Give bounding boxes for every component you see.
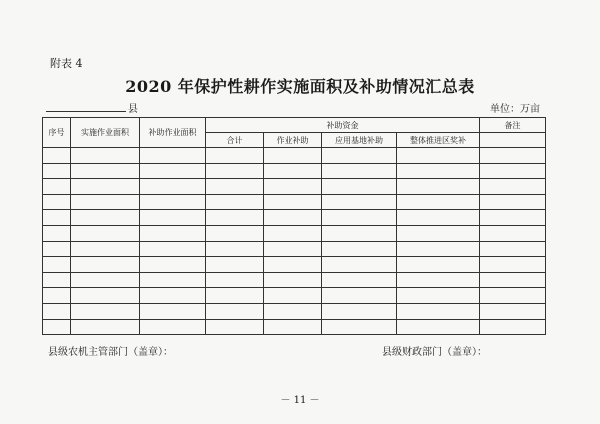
table-cell — [264, 194, 322, 210]
table-cell — [206, 319, 264, 335]
header-impl-area: 实施作业面积 — [71, 118, 140, 148]
table-cell — [480, 210, 546, 226]
table-cell — [397, 272, 480, 288]
table-row — [43, 210, 546, 226]
finance-dept-signature: 县级财政部门（盖章）： — [382, 347, 487, 358]
table-cell — [322, 319, 397, 335]
table-cell — [397, 163, 480, 179]
table-cell — [43, 288, 71, 304]
table-cell — [480, 225, 546, 241]
table-cell — [397, 179, 480, 195]
header-remarks-sub — [480, 133, 546, 148]
table-cell — [71, 241, 140, 257]
table-cell — [480, 257, 546, 273]
table-cell — [71, 272, 140, 288]
table-cell — [71, 179, 140, 195]
table-cell — [43, 163, 71, 179]
table-cell — [322, 148, 397, 164]
header-base-subsidy: 应用基地补助 — [322, 133, 397, 148]
header-total: 合计 — [206, 133, 264, 148]
table-cell — [397, 319, 480, 335]
table-cell — [206, 179, 264, 195]
table-cell — [264, 288, 322, 304]
document-title: 2020 年保护性耕作实施面积及补助情况汇总表 — [125, 77, 475, 96]
table-cell — [43, 257, 71, 273]
table-cell — [206, 288, 264, 304]
table-cell — [264, 303, 322, 319]
table-row — [43, 303, 546, 319]
header-seq: 序号 — [43, 118, 71, 148]
table-cell — [322, 303, 397, 319]
table-cell — [397, 288, 480, 304]
table-cell — [71, 210, 140, 226]
table-cell — [322, 179, 397, 195]
table-cell — [206, 163, 264, 179]
table-cell — [264, 257, 322, 273]
table-cell — [43, 179, 71, 195]
table-cell — [264, 241, 322, 257]
table-row — [43, 319, 546, 335]
table-cell — [43, 272, 71, 288]
table-cell — [322, 210, 397, 226]
table-cell — [71, 257, 140, 273]
county-suffix: 县 — [128, 104, 138, 115]
table-cell — [264, 163, 322, 179]
table-cell — [43, 148, 71, 164]
table-cell — [397, 225, 480, 241]
table-row — [43, 288, 546, 304]
county-row — [46, 100, 550, 114]
table-cell — [322, 288, 397, 304]
table-cell — [71, 148, 140, 164]
table-cell — [264, 225, 322, 241]
table-cell — [322, 225, 397, 241]
table-cell — [264, 272, 322, 288]
table-cell — [140, 194, 206, 210]
table-body — [43, 148, 546, 335]
table-cell — [206, 257, 264, 273]
table-cell — [480, 148, 546, 164]
table-row — [43, 179, 546, 195]
header-subsidy-area: 补助作业面积 — [140, 118, 206, 148]
table-row — [43, 225, 546, 241]
table-cell — [264, 148, 322, 164]
table-cell — [264, 210, 322, 226]
table-cell — [322, 194, 397, 210]
table-cell — [397, 210, 480, 226]
table-cell — [43, 319, 71, 335]
page-number: － 11 － — [280, 395, 320, 406]
table-cell — [322, 241, 397, 257]
table-cell — [43, 303, 71, 319]
summary-table — [42, 117, 546, 335]
table-cell — [264, 179, 322, 195]
table-cell — [480, 319, 546, 335]
table-row — [43, 257, 546, 273]
table-row — [43, 194, 546, 210]
table-row — [43, 148, 546, 164]
table-cell — [140, 210, 206, 226]
table-cell — [206, 272, 264, 288]
table-cell — [322, 163, 397, 179]
table-cell — [480, 241, 546, 257]
header-remarks: 备注 — [480, 118, 546, 133]
table-cell — [140, 272, 206, 288]
table-cell — [140, 257, 206, 273]
table-cell — [397, 257, 480, 273]
table-row — [43, 272, 546, 288]
table-cell — [206, 241, 264, 257]
table-cell — [264, 319, 322, 335]
table-cell — [71, 194, 140, 210]
table-cell — [140, 179, 206, 195]
table-cell — [71, 303, 140, 319]
table-cell — [206, 303, 264, 319]
table-cell — [71, 225, 140, 241]
table-cell — [71, 163, 140, 179]
table-row — [43, 241, 546, 257]
unit-label: 单位：万亩 — [490, 104, 540, 115]
attachment-label: 附表 4 — [50, 57, 83, 70]
table-cell — [140, 241, 206, 257]
table-cell — [480, 179, 546, 195]
table-cell — [140, 148, 206, 164]
agri-dept-signature: 县级农机主管部门（盖章）： — [48, 347, 173, 358]
table-cell — [480, 272, 546, 288]
table-cell — [71, 319, 140, 335]
table-cell — [206, 148, 264, 164]
header-operation-subsidy: 作业补助 — [264, 133, 322, 148]
table-cell — [480, 303, 546, 319]
table-cell — [480, 163, 546, 179]
county-name-blank — [46, 100, 126, 112]
table-cell — [480, 288, 546, 304]
table-cell — [140, 288, 206, 304]
table-cell — [397, 241, 480, 257]
table-row — [43, 163, 546, 179]
table-cell — [43, 210, 71, 226]
table-cell — [140, 303, 206, 319]
table-cell — [206, 225, 264, 241]
table-cell — [480, 194, 546, 210]
header-county-award: 整体推进区奖补 — [397, 133, 480, 148]
table-cell — [397, 148, 480, 164]
header-funds-group: 补助资金 — [206, 118, 480, 133]
table-cell — [71, 288, 140, 304]
table-cell — [43, 194, 71, 210]
table-cell — [140, 163, 206, 179]
table-cell — [397, 194, 480, 210]
table-cell — [140, 319, 206, 335]
table-cell — [322, 272, 397, 288]
table-cell — [206, 194, 264, 210]
table-cell — [322, 257, 397, 273]
table-cell — [140, 225, 206, 241]
table-cell — [43, 225, 71, 241]
table-cell — [43, 241, 71, 257]
table-cell — [397, 303, 480, 319]
table-cell — [206, 210, 264, 226]
